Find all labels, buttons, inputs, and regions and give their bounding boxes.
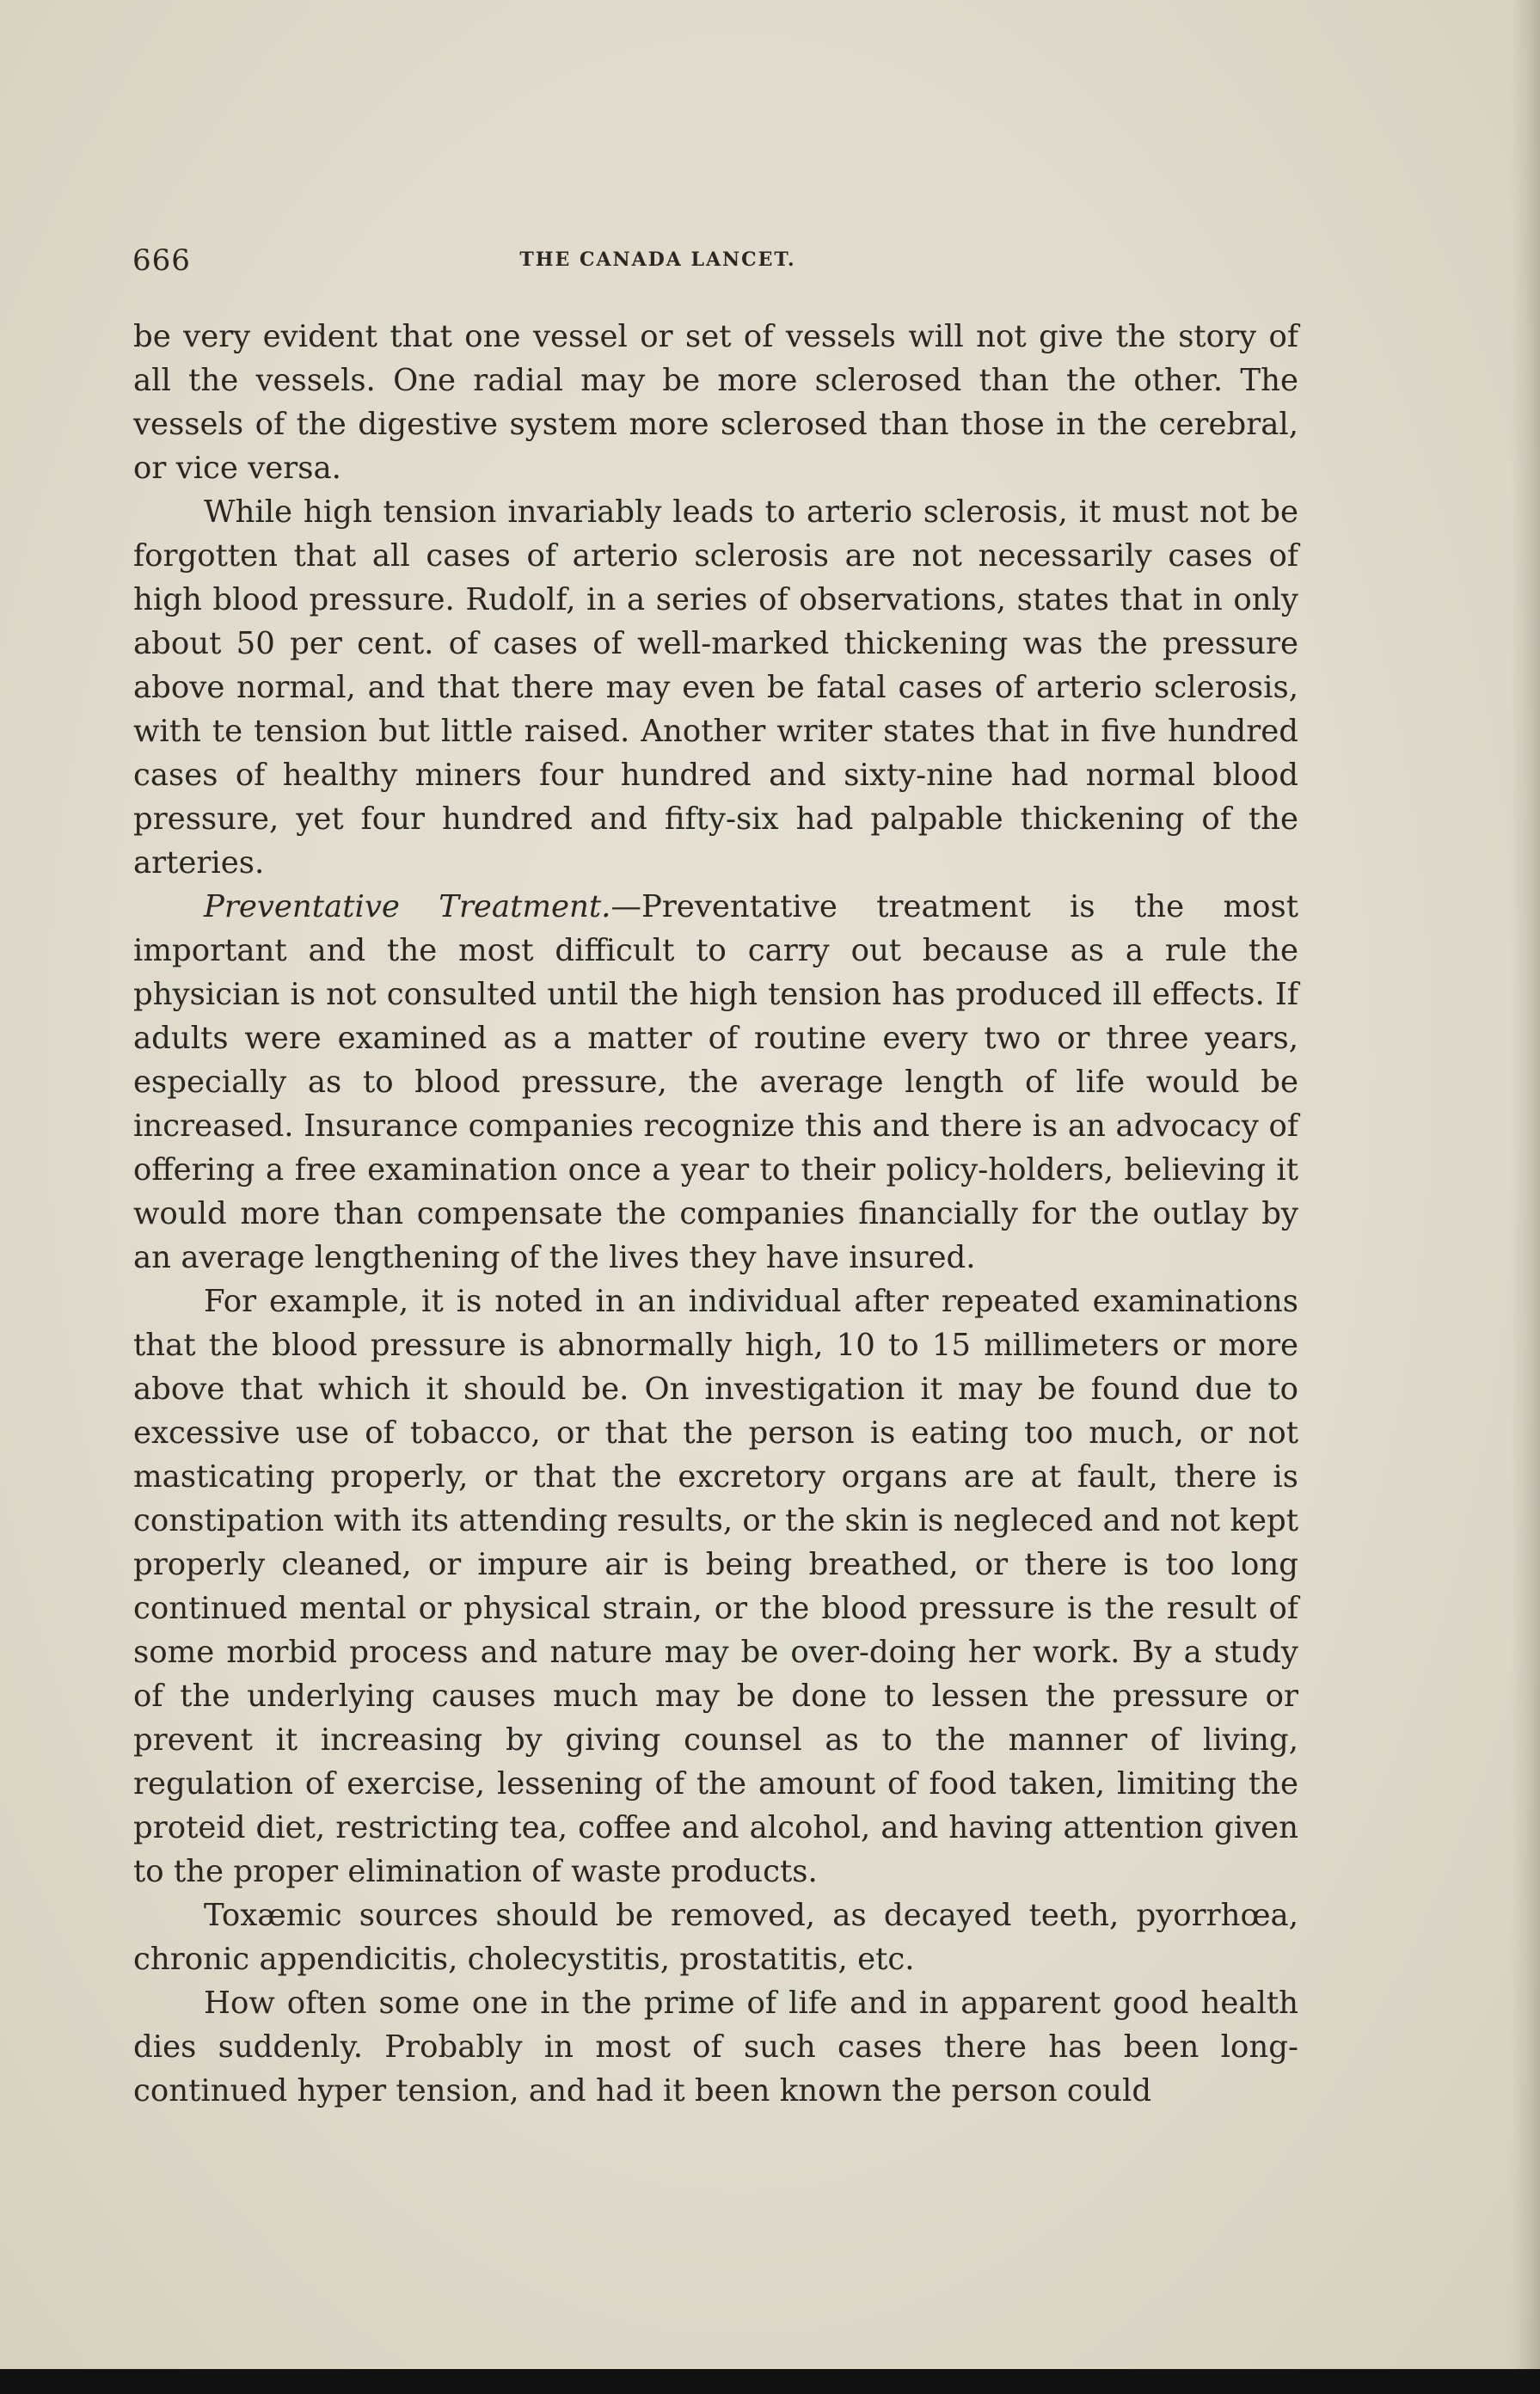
page-edge-shadow — [1511, 0, 1540, 2369]
body-text — [133, 315, 1298, 2113]
section-heading-preventative-treatment: Preventative Treatment. — [204, 889, 611, 924]
page-header — [129, 243, 1298, 286]
paragraph-example: For example, it is noted in an individual after repeated examinations that the blood pressure is abnormally high, 10 to 15 millimeters or more above that which it should be. On investigation it may be found due to excessive use of tobacco, or that the person is eating too much, or not masticating properly, or that the excretory organs are at fault, there is constipation with its attending results, or the skin is negleced and not kept properly cleaned, or impure air is being breathed, or there is too long continued mental or physical strain, or the blood pressure is the result of some morbid process and nature may be over-doing her work. By a study of the underlying causes much may be done to lessen the pressure or prevent it increasing by giving counsel as to the manner of living, regulation of exercise, lessening of the amount of food taken, limiting the proteid diet, restricting tea, coffee and alcohol, and having attention given to the proper elimination of waste products. — [133, 1284, 1298, 1889]
paragraph-preventative-treatment — [133, 885, 1298, 1280]
preventative-treatment-body: —Preventative treatment is the most important and the most difficult to carry out because as a rule the physician is not consulted until the high tension has produced ill effects. If adults were examined as a matter of routine every two or three years, especially as to blood pressure, the average length of life would be increased. Insurance companies recognize this and there is an advocacy of offering a free examination once a year to their policy-holders, believing it would more than compensate the companies financially for the outlay by an average lengthening of the lives they have insured. — [133, 889, 1298, 1275]
scan-bottom-border — [0, 2369, 1540, 2394]
paragraph-tension-sclerosis: While high tension invariably leads to arterio sclerosis, it must not be forgotten that all cases of arterio sclerosis are not necessarily cases of high blood pressure. Rudolf, in a series of observations, states that in only about 50 per cent. of cases of well-marked thickening was the pressure above normal, and that there may even be fatal cases of arterio sclerosis, with te tension but little raised. Another writer states that in five hundred cases of healthy miners four hundred and sixty-nine had normal blood pressure, yet four hundred and fifty-six had palpable thickening of the arteries. — [133, 494, 1298, 881]
paragraph-continued: be very evident that one vessel or set of vessels will not give the story of all the vessels. One radial may be more sclerosed than the other. The vessels of the digestive system more sclerosed than those in the cerebral, or vice versa. — [133, 319, 1298, 486]
running-head: THE CANADA LANCET. — [519, 249, 796, 271]
page-number: 666 — [132, 243, 191, 278]
paragraph-toxaemic-sources: Toxæmic sources should be removed, as decayed teeth, pyorrhœa, chronic appendicitis, cholecystitis, prostatitis, etc. — [133, 1898, 1298, 1977]
paragraph-sudden-death: How often some one in the prime of life and in apparent good health dies suddenly. Probably in most of such cases there has been long-continued hyper tension, and had it been known the person could — [133, 1986, 1298, 2109]
